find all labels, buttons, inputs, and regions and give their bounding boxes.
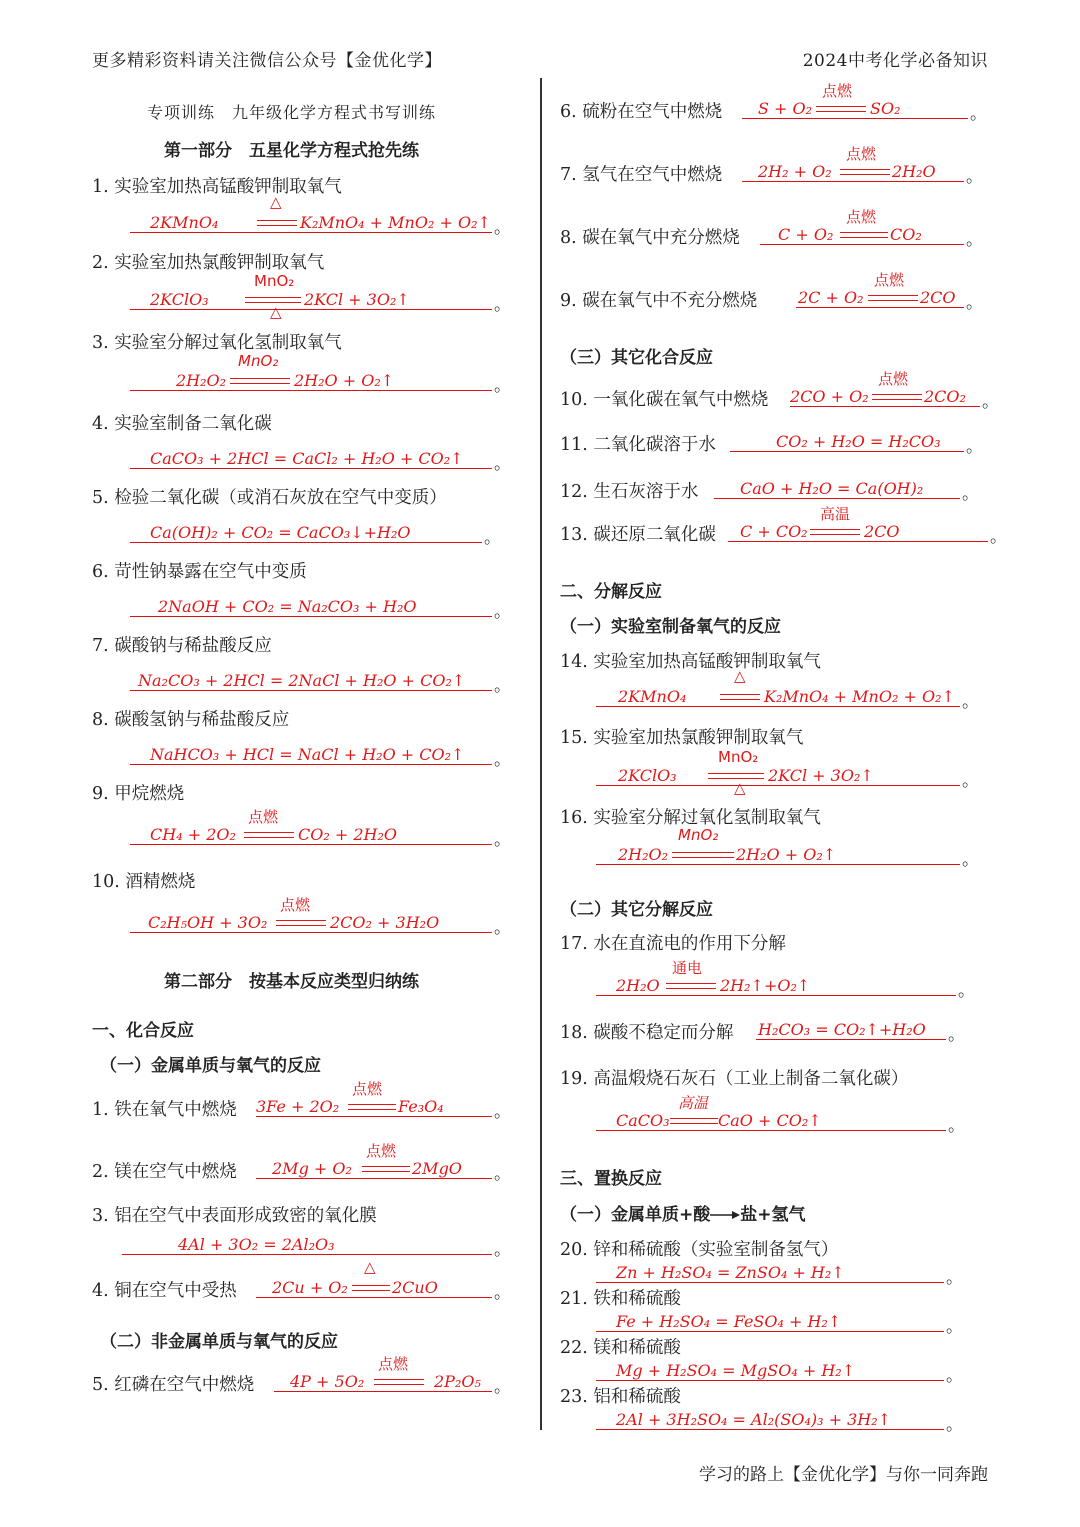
equation-lhs: C + O₂ xyxy=(778,225,834,244)
period: 。 xyxy=(966,293,983,313)
arrow-right-icon xyxy=(710,1210,740,1220)
equation-rhs: 2CuO xyxy=(392,1278,438,1297)
equation: NaHCO₃ + HCl = NaCl + H₂O + CO₂↑ xyxy=(150,745,465,764)
question-text: 2. 实验室加热氯酸钾制取氧气 xyxy=(92,253,325,273)
equation-lhs: S + O₂ xyxy=(758,99,813,118)
page-subtitle: 专项训练 九年级化学方程式书写训练 xyxy=(147,103,437,122)
equation: Na₂CO₃ + 2HCl = 2NaCl + H₂O + CO₂↑ xyxy=(138,671,466,690)
question-text: 5. 检验二氧化碳（或消石灰放在空气中变质） xyxy=(92,488,447,508)
condition-label: 高温 xyxy=(820,505,851,523)
question-text: 9. 碳在氧气中不充分燃烧 xyxy=(560,291,758,311)
reaction-sign xyxy=(374,1379,424,1385)
equation-lhs: 2KMnO₄ xyxy=(150,213,219,232)
period: 。 xyxy=(494,602,511,622)
condition-label: MnO₂ xyxy=(254,272,295,290)
answer-line xyxy=(760,208,964,245)
question-text: 8. 碳在氧气中充分燃烧 xyxy=(560,228,740,248)
equation: CaCO₃ + 2HCl = CaCl₂ + H₂O + CO₂↑ xyxy=(150,449,464,468)
section-title: 一、化合反应 xyxy=(92,1021,194,1041)
period: 。 xyxy=(494,918,511,938)
answer-line xyxy=(130,352,492,391)
equation-lhs: 2CO + O₂ xyxy=(790,387,869,406)
section-title: 二、分解反应 xyxy=(560,582,662,602)
equation-rhs: 2CO₂ xyxy=(924,387,966,406)
answer-line xyxy=(130,193,492,233)
condition-label: 点燃 xyxy=(878,370,909,388)
answer-line xyxy=(122,1232,492,1255)
condition-label: 点燃 xyxy=(378,1355,409,1373)
question-text: 19. 高温煅烧石灰石（工业上制备二氧化碳） xyxy=(560,1069,909,1089)
period: 。 xyxy=(982,392,999,412)
equation-lhs: 2KClO₃ xyxy=(618,766,677,785)
reaction-sign xyxy=(348,1104,396,1110)
answer-line xyxy=(742,145,964,182)
answer-line xyxy=(256,1080,492,1117)
condition-label: 点燃 xyxy=(874,271,905,289)
reaction-sign xyxy=(257,220,297,226)
equation: CO₂ + H₂O = H₂CO₃ xyxy=(776,432,941,451)
condition-label: △ xyxy=(734,667,746,685)
equation-lhs: 3Fe + 2O₂ xyxy=(256,1097,340,1116)
condition-label: 点燃 xyxy=(822,82,853,100)
question-text: 6. 苛性钠暴露在空气中变质 xyxy=(92,562,307,582)
question-text: 5. 红磷在空气中燃烧 xyxy=(92,1375,255,1395)
question-text: 4. 铜在空气中受热 xyxy=(92,1281,237,1301)
question-text: 9. 甲烷燃烧 xyxy=(92,784,185,804)
period: 。 xyxy=(494,454,511,474)
question-text: 17. 水在直流电的作用下分解 xyxy=(560,934,786,954)
answer-line xyxy=(256,1258,492,1298)
equation: H₂CO₃ = CO₂↑+H₂O xyxy=(758,1020,926,1039)
condition-label: 点燃 xyxy=(352,1080,383,1098)
equation-rhs: CO₂ xyxy=(890,225,922,244)
reaction-sign xyxy=(672,852,734,858)
question-text: 7. 碳酸钠与稀盐酸反应 xyxy=(92,636,272,656)
equation-lhs: 2H₂O₂ xyxy=(176,371,227,390)
equation-lhs: 2C + O₂ xyxy=(798,288,864,307)
answer-line xyxy=(596,1094,946,1131)
answer-line xyxy=(596,1407,944,1430)
equation-rhs: CaO + CO₂↑ xyxy=(718,1111,822,1130)
equation-lhs: CaCO₃ xyxy=(616,1111,670,1130)
answer-line xyxy=(596,1309,944,1332)
question-text: 6. 硫粉在空气中燃烧 xyxy=(560,102,723,122)
question-text: 16. 实验室分解过氧化氢制取氧气 xyxy=(560,808,821,828)
answer-line xyxy=(596,667,960,707)
equation-rhs: SO₂ xyxy=(870,99,901,118)
period: 。 xyxy=(962,484,979,504)
period: 。 xyxy=(948,1025,965,1045)
equation-rhs: 2CO xyxy=(864,522,900,541)
equation-lhs: 2Cu + O₂ xyxy=(272,1278,348,1297)
section-subtitle: （二）非金属单质与氧气的反应 xyxy=(100,1332,338,1352)
reaction-sign xyxy=(352,1285,390,1291)
period: 。 xyxy=(494,750,511,770)
question-text: 14. 实验室加热高锰酸钾制取氧气 xyxy=(560,652,821,672)
question-text: 21. 铁和稀硫酸 xyxy=(560,1289,681,1309)
condition-label: 点燃 xyxy=(248,808,279,826)
reaction-sign xyxy=(816,106,866,112)
equation-lhs: 2KMnO₄ xyxy=(618,687,687,706)
reaction-sign xyxy=(670,1118,718,1124)
answer-line xyxy=(728,505,988,542)
part1-title: 第一部分 五星化学方程式抢先练 xyxy=(164,141,419,161)
condition-label: △ xyxy=(270,303,282,321)
equation-rhs: 2MgO xyxy=(412,1159,462,1178)
section-subtitle: （三）其它化合反应 xyxy=(560,348,713,368)
answer-line xyxy=(130,594,492,617)
condition-label: △ xyxy=(364,1258,376,1276)
equation-rhs: K₂MnO₄ + MnO₂ + O₂↑ xyxy=(300,213,491,232)
answer-line xyxy=(796,271,964,308)
answer-line xyxy=(790,370,980,407)
condition-label: 点燃 xyxy=(366,1142,397,1160)
period: 。 xyxy=(494,218,511,238)
reaction-sign xyxy=(872,394,922,400)
answer-line xyxy=(130,272,492,321)
answer-line xyxy=(742,82,968,119)
period: 。 xyxy=(494,1240,511,1260)
period: 。 xyxy=(494,1283,511,1303)
reaction-sign xyxy=(720,694,760,700)
question-text: 1. 铁在氧气中燃烧 xyxy=(92,1100,237,1120)
section-subtitle: （一）实验室制备氧气的反应 xyxy=(560,617,781,637)
period: 。 xyxy=(494,1164,511,1184)
period: 。 xyxy=(946,1317,963,1337)
period: 。 xyxy=(494,376,511,396)
equation: Ca(OH)₂ + CO₂ = CaCO₃↓+H₂O xyxy=(150,523,411,542)
section-subtitle-right: 盐+氢气 xyxy=(740,1205,806,1225)
reaction-sign xyxy=(810,529,860,535)
period: 。 xyxy=(958,981,975,1001)
condition-label: 高温 xyxy=(678,1094,709,1112)
condition-label: MnO₂ xyxy=(718,748,759,766)
period: 。 xyxy=(966,230,983,250)
equation-rhs: 2CO₂ + 3H₂O xyxy=(330,913,440,932)
section-subtitle: （二）其它分解反应 xyxy=(560,900,713,920)
answer-line xyxy=(596,959,956,996)
answer-line xyxy=(256,1142,492,1179)
equation-rhs: 2KCl + 3O₂↑ xyxy=(304,290,410,309)
question-text: 3. 铝在空气中表面形成致密的氧化膜 xyxy=(92,1206,377,1226)
equation-lhs: CH₄ + 2O₂ xyxy=(150,825,236,844)
question-text: 13. 碳还原二氧化碳 xyxy=(560,525,716,545)
equation-rhs: 2H₂O + O₂↑ xyxy=(294,371,395,390)
equation: 2NaOH + CO₂ = Na₂CO₃ + H₂O xyxy=(158,597,417,616)
equation-rhs: Fe₃O₄ xyxy=(398,1097,444,1116)
reaction-sign xyxy=(666,983,716,989)
header-right: 2024中考化学必备知识 xyxy=(802,51,988,71)
period: 。 xyxy=(962,850,979,870)
equation-lhs: 2H₂O₂ xyxy=(618,845,669,864)
period: 。 xyxy=(494,295,511,315)
period: 。 xyxy=(494,1377,511,1397)
question-text: 1. 实验室加热高锰酸钾制取氧气 xyxy=(92,177,342,197)
question-text: 2. 镁在空气中燃烧 xyxy=(92,1162,237,1182)
reaction-sign xyxy=(868,295,918,301)
period: 。 xyxy=(946,1268,963,1288)
answer-line xyxy=(596,1260,944,1283)
condition-label: △ xyxy=(734,779,746,797)
section-title: 三、置换反应 xyxy=(560,1169,662,1189)
part2-title: 第二部分 按基本反应类型归纳练 xyxy=(164,972,419,992)
period: 。 xyxy=(990,527,1007,547)
section-subtitle-left: （一）金属单质+酸 xyxy=(560,1205,711,1225)
condition-label: 通电 xyxy=(672,959,703,977)
condition-label: 点燃 xyxy=(846,145,877,163)
question-text: 10. 一氧化碳在氧气中燃烧 xyxy=(560,390,769,410)
equation-rhs: CO₂ + 2H₂O xyxy=(298,825,398,844)
question-text: 4. 实验室制备二氧化碳 xyxy=(92,414,272,434)
question-text: 3. 实验室分解过氧化氢制取氧气 xyxy=(92,333,342,353)
period: 。 xyxy=(946,1366,963,1386)
period: 。 xyxy=(966,167,983,187)
equation: Zn + H₂SO₄ = ZnSO₄ + H₂↑ xyxy=(616,1263,845,1282)
equation-lhs: 2Mg + O₂ xyxy=(272,1159,352,1178)
question-text: 10. 酒精燃烧 xyxy=(92,872,196,892)
condition-label: MnO₂ xyxy=(238,352,279,370)
answer-line xyxy=(730,429,964,452)
section-subtitle xyxy=(560,1200,806,1225)
question-text: 23. 铝和稀硫酸 xyxy=(560,1387,681,1407)
condition-label: MnO₂ xyxy=(678,826,719,844)
answer-line xyxy=(596,1358,944,1381)
question-text: 20. 锌和稀硫酸（实验室制备氢气） xyxy=(560,1240,839,1260)
reaction-sign xyxy=(244,832,294,838)
equation-lhs: C + CO₂ xyxy=(740,522,808,541)
equation: Mg + H₂SO₄ = MgSO₄ + H₂↑ xyxy=(616,1361,856,1380)
equation: Fe + H₂SO₄ = FeSO₄ + H₂↑ xyxy=(616,1312,842,1331)
answer-line xyxy=(274,1355,492,1392)
equation-rhs: 2P₂O₅ xyxy=(434,1372,481,1391)
answer-line xyxy=(130,446,492,469)
period: 。 xyxy=(966,437,983,457)
period: 。 xyxy=(962,692,979,712)
condition-label: 点燃 xyxy=(846,208,877,226)
period: 。 xyxy=(948,1116,965,1136)
reaction-sign xyxy=(840,232,888,238)
section-subtitle: （一）金属单质与氧气的反应 xyxy=(100,1056,321,1076)
equation: 4Al + 3O₂ = 2Al₂O₃ xyxy=(178,1235,335,1254)
equation-lhs: 2KClO₃ xyxy=(150,290,209,309)
answer-line xyxy=(596,748,960,797)
equation-rhs: 2CO xyxy=(920,288,956,307)
equation-lhs: C₂H₅OH + 3O₂ xyxy=(148,913,268,932)
reaction-sign xyxy=(230,378,290,384)
equation-rhs: 2H₂O xyxy=(892,162,936,181)
answer-line xyxy=(130,520,482,543)
answer-line xyxy=(596,826,960,865)
reaction-sign xyxy=(276,920,326,926)
period: 。 xyxy=(962,771,979,791)
condition-label: △ xyxy=(270,193,282,211)
equation-lhs: 4P + 5O₂ xyxy=(290,1372,365,1391)
equation-rhs: 2KCl + 3O₂↑ xyxy=(768,766,874,785)
answer-line xyxy=(130,808,492,845)
equation-lhs: 2H₂O xyxy=(616,976,660,995)
period: 。 xyxy=(494,830,511,850)
answer-line xyxy=(130,896,492,933)
period: 。 xyxy=(970,104,987,124)
question-text: 8. 碳酸氢钠与稀盐酸反应 xyxy=(92,710,290,730)
equation: CaO + H₂O = Ca(OH)₂ xyxy=(740,479,924,498)
equation: 2Al + 3H₂SO₄ = Al₂(SO₄)₃ + 3H₂↑ xyxy=(616,1410,892,1429)
answer-line xyxy=(756,1017,946,1040)
question-text: 22. 镁和稀硫酸 xyxy=(560,1338,681,1358)
answer-line xyxy=(130,668,492,691)
period: 。 xyxy=(946,1415,963,1435)
question-text: 11. 二氧化碳溶于水 xyxy=(560,435,716,455)
equation-rhs: 2H₂O + O₂↑ xyxy=(736,845,837,864)
equation-rhs: K₂MnO₄ + MnO₂ + O₂↑ xyxy=(764,687,955,706)
question-text: 12. 生石灰溶于水 xyxy=(560,482,699,502)
header-left: 更多精彩资料请关注微信公众号【金优化学】 xyxy=(92,51,442,71)
equation-lhs: 2H₂ + O₂ xyxy=(758,162,832,181)
column-divider xyxy=(540,78,542,1430)
period: 。 xyxy=(494,1102,511,1122)
period: 。 xyxy=(494,676,511,696)
answer-line xyxy=(130,742,492,765)
period: 。 xyxy=(484,528,501,548)
question-text: 7. 氢气在空气中燃烧 xyxy=(560,165,723,185)
answer-line xyxy=(714,476,960,499)
reaction-sign xyxy=(362,1166,410,1172)
question-text: 15. 实验室加热氯酸钾制取氧气 xyxy=(560,728,804,748)
reaction-sign xyxy=(840,169,890,175)
question-text: 18. 碳酸不稳定而分解 xyxy=(560,1023,734,1043)
equation-rhs: 2H₂↑+O₂↑ xyxy=(720,976,811,995)
footer-slogan: 学习的路上【金优化学】与你一同奔跑 xyxy=(699,1465,988,1485)
condition-label: 点燃 xyxy=(280,896,311,914)
